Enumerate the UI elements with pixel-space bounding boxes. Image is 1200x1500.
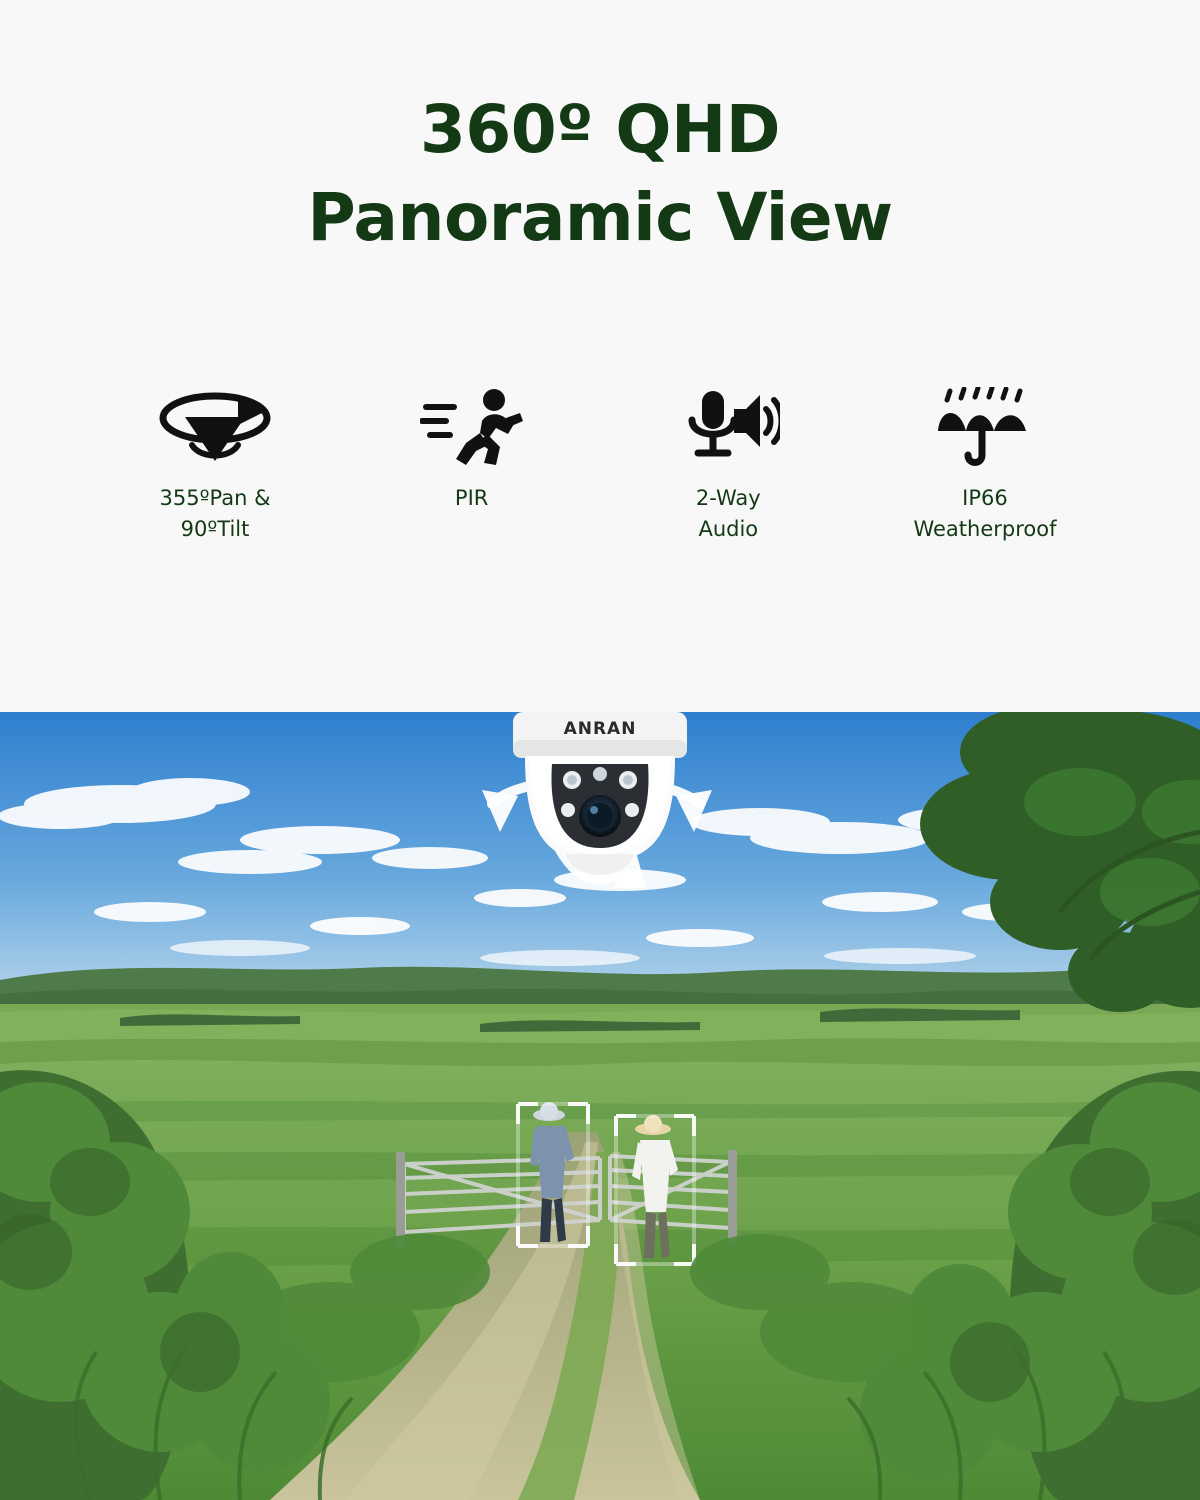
pan-tilt-rotation-icon	[90, 385, 340, 471]
feature-label: IP66 Weatherproof	[913, 486, 1057, 541]
page-title-line-1: 360º QHD	[419, 91, 781, 168]
feature-label: 2-Way Audio	[695, 486, 761, 541]
microphone-speaker-icon	[603, 385, 853, 471]
feature-item-pan-tilt	[90, 385, 340, 545]
running-person-pir-icon	[347, 385, 597, 471]
page-title-line-2: Panoramic View	[307, 179, 893, 256]
feature-item-weatherproof	[860, 385, 1110, 545]
panoramic-field-path-scene	[0, 712, 1200, 1500]
page-title	[0, 86, 1200, 262]
feature-item-two-way-audio	[603, 385, 853, 545]
feature-label: 355ºPan & 90ºTilt	[159, 486, 271, 541]
umbrella-rain-icon	[860, 385, 1110, 471]
svg-text:ANRAN: ANRAN	[563, 719, 637, 739]
scene-illustration	[0, 712, 1200, 1500]
feature-list	[90, 385, 1110, 545]
feature-label: PIR	[454, 486, 489, 510]
top-info-panel	[0, 0, 1200, 712]
feature-item-pir	[347, 385, 597, 514]
